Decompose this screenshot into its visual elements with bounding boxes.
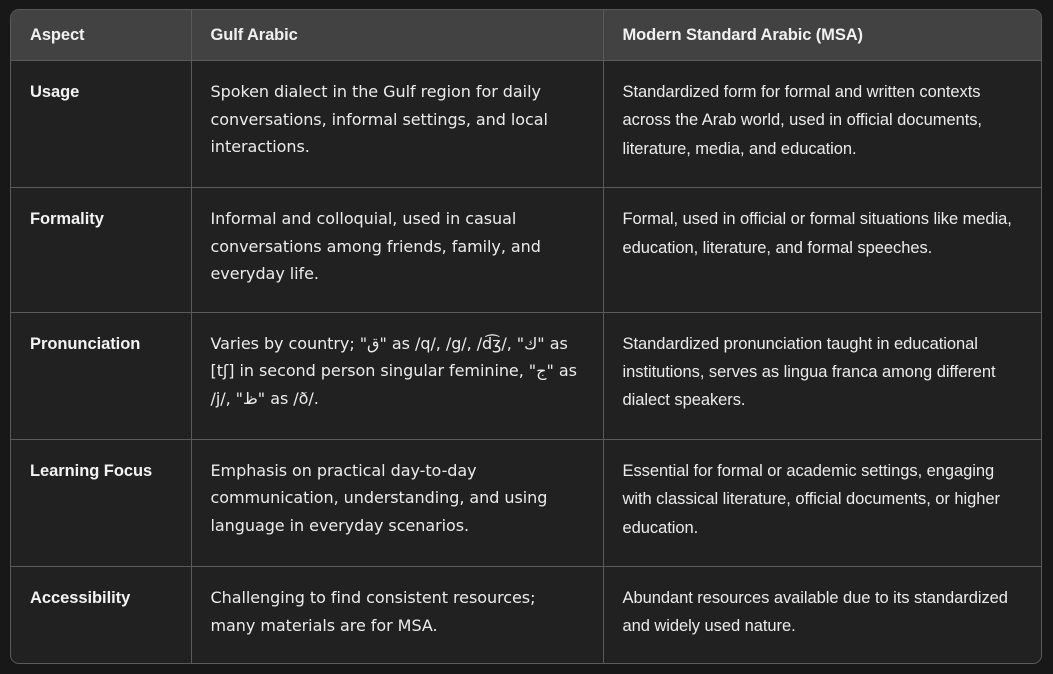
cell-gulf-usage: Spoken dialect in the Gulf region for daily conversations, informal settings, and local interactions. [191,61,603,188]
table-row [11,439,1041,566]
table-row [11,188,1041,312]
table-row [11,312,1041,439]
column-header-aspect: Aspect [11,10,191,61]
cell-aspect-formality: Formality [11,188,191,312]
cell-msa-formality: Formal, used in official or formal situations like media, education, literature, and formal speeches. [603,188,1041,312]
cell-gulf-formality: Informal and colloquial, used in casual conversations among friends, family, and everyday life. [191,188,603,312]
cell-msa-pronunciation: Standardized pronunciation taught in educational institutions, serves as lingua franca among different dialect speakers. [603,312,1041,439]
comparison-table [11,10,1041,663]
cell-msa-usage: Standardized form for formal and written contexts across the Arab world, used in official documents, literature, media, and education. [603,61,1041,188]
cell-msa-learning-focus: Essential for formal or academic settings, engaging with classical literature, official documents, or higher education. [603,439,1041,566]
cell-aspect-usage: Usage [11,61,191,188]
cell-msa-accessibility: Abundant resources available due to its standardized and widely used nature. [603,567,1041,663]
column-header-modern-standard-arabic: Modern Standard Arabic (MSA) [603,10,1041,61]
table-row [11,61,1041,188]
table-body [11,61,1041,664]
table-header [11,10,1041,61]
table-row [11,567,1041,663]
cell-aspect-learning-focus: Learning Focus [11,439,191,566]
cell-aspect-accessibility: Accessibility [11,567,191,663]
column-header-gulf-arabic: Gulf Arabic [191,10,603,61]
table-header-row [11,10,1041,61]
cell-gulf-learning-focus: Emphasis on practical day-to-day communication, understanding, and using language in everyday scenarios. [191,439,603,566]
cell-gulf-accessibility: Challenging to find consistent resources; many materials are for MSA. [191,567,603,663]
comparison-table-container [10,9,1042,664]
cell-gulf-pronunciation: Varies by country; "ق" as /q/, /g/, /d͡ʒ/, "ك" as [tʃ] in second person singular feminine, "ج" as /j/, "ظ" as /ð/. [191,312,603,439]
cell-aspect-pronunciation: Pronunciation [11,312,191,439]
